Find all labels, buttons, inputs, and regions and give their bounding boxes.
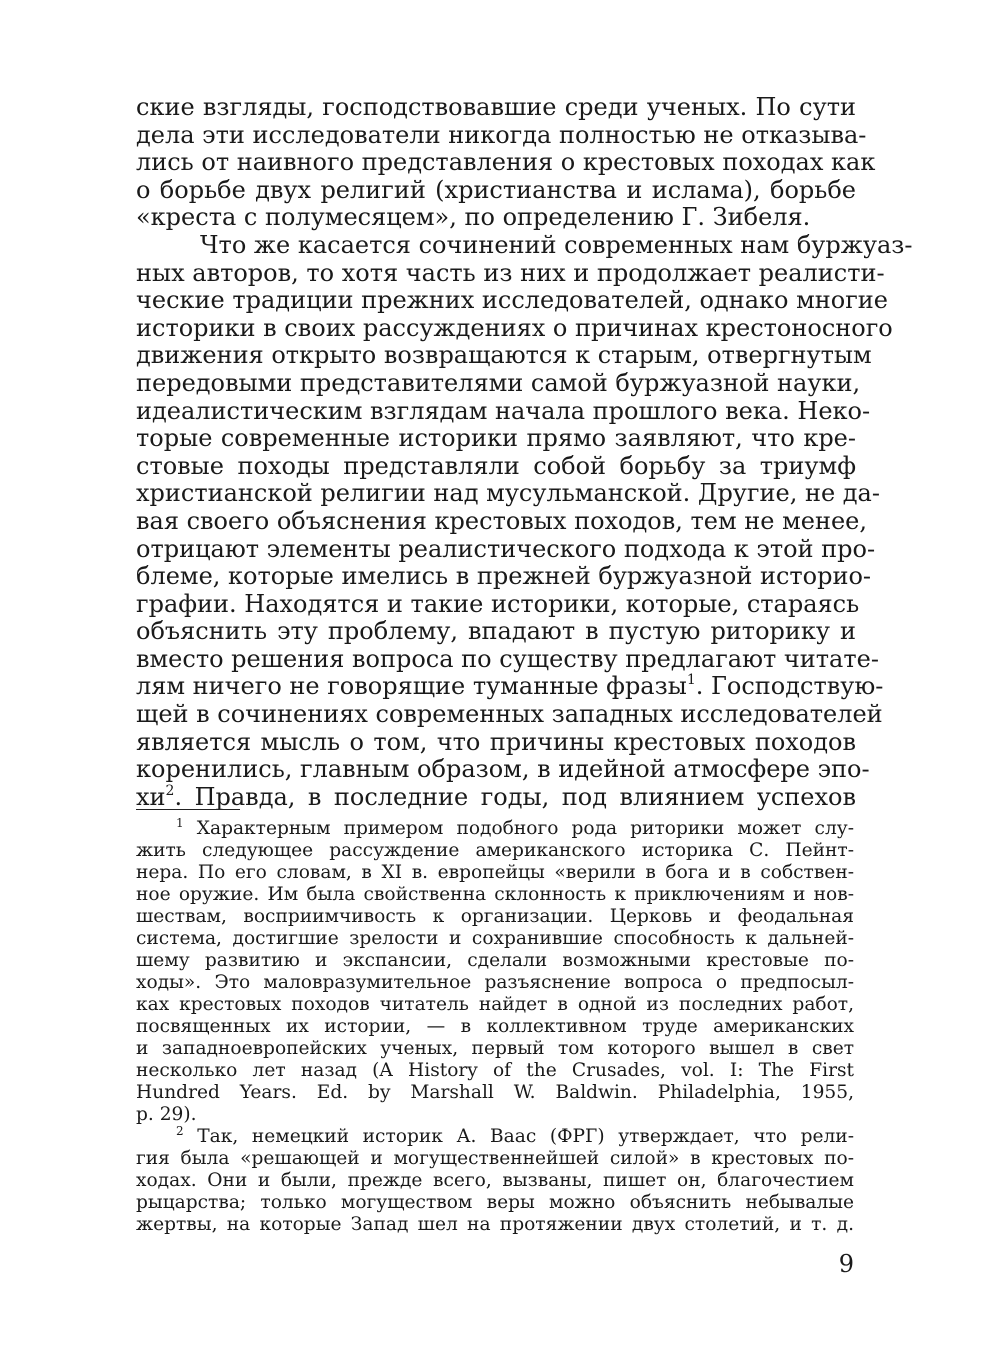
text-line: вая своего объяснения крестовых походов, тем не менее, <box>136 506 868 535</box>
text-line: графии. Находятся и такие историки, которые, стараясь <box>136 589 860 618</box>
text-line: историки в своих рассуждениях о причинах крестоносного <box>136 313 893 342</box>
footnote-line: жертвы, на которые Запад шел на протяжении двух столетий, и т. д. <box>136 1214 854 1235</box>
text-line: стовые походы представляли собой борьбу за триумф <box>136 451 856 480</box>
text-fragment: Характерным примером подобного рода риторики может слу- <box>196 818 854 839</box>
text-fragment: . Правда, в последние годы, под влиянием успехов <box>174 782 856 811</box>
footnote-separator <box>136 809 240 810</box>
footnote-line: ное оружие. Им была свойственна склонность к приключениям и нов- <box>136 884 854 905</box>
footnote-1-mark: 1 <box>176 816 184 830</box>
text-line: объяснить эту проблему, впадают в пустую риторику и <box>136 617 856 646</box>
text-line: блеме, которые имелись в прежней буржуазной историо- <box>136 562 872 591</box>
footnote-line: рыцарства; только могуществом веры можно объяснить небывалые <box>136 1192 854 1213</box>
text-line: ческие традиции прежних исследователей, однако многие <box>136 286 888 315</box>
footnote-line: ках крестовых походов читатель найдет в одной из последних работ, <box>136 994 854 1015</box>
text-fragment: хи <box>136 782 166 811</box>
text-line: щей в сочинениях современных западных исследователей <box>136 700 883 729</box>
text-line: отрицают элементы реалистического подхода к этой про- <box>136 534 876 563</box>
text-line-with-footnote <box>136 784 856 812</box>
text-fragment: лям ничего не говорящие туманные фразы <box>136 672 687 701</box>
footnote-line: ходы». Это маловразумительное разъяснение вопроса о предпосыл- <box>136 972 854 993</box>
footnote-2-line <box>136 1126 854 1148</box>
text-line: вместо решения вопроса по существу предлагают читате- <box>136 644 879 673</box>
text-line: о борьбе двух религий (христианства и ислама), борьбе <box>136 175 856 204</box>
footnote-1-line <box>136 818 854 840</box>
footnote-line: несколько лет назад (A History of the Crusades, vol. I: The First <box>136 1060 854 1081</box>
footnotes <box>136 818 854 1236</box>
main-text <box>136 93 913 811</box>
footnote-line: посвященных их истории, — в коллективном труде американских <box>136 1016 854 1037</box>
footnote-mark-1: 1 <box>686 672 696 689</box>
text-line-paragraph-start: Что же касается сочинений современных нам буржуаз- <box>200 230 913 259</box>
footnote-line: и западноевропейских ученых, первый том которого вышел в свет <box>136 1038 854 1059</box>
footnote-line: система, достигшие зрелости и сохранившие способность к дальней- <box>136 928 854 949</box>
footnote-line: нера. По его словам, в XI в. европейцы «верили в бога и в собствен- <box>136 862 854 883</box>
text-line: коренились, главным образом, в идейной атмосфере эпо- <box>136 755 870 784</box>
text-line: ские взгляды, господствовавшие среди ученых. По сути <box>136 93 856 121</box>
text-line: движения открыто возвращаются к старым, отвергнутым <box>136 341 872 370</box>
footnote-line: гия была «решающей и могущественнейшей силой» в крестовых по- <box>136 1148 854 1169</box>
footnote-mark-2: 2 <box>165 782 175 799</box>
text-line: является мысль о том, что причины крестовых походов <box>136 727 856 756</box>
text-line: христианской религии над мусульманской. Другие, не да- <box>136 479 880 508</box>
footnote-line: Hundred Years. Ed. by Marshall W. Baldwin. Philadelphia, 1955, <box>136 1082 854 1103</box>
footnote-2-mark: 2 <box>176 1124 184 1138</box>
text-line: ных авторов, то хотя часть из них и продолжает реалисти- <box>136 258 885 287</box>
footnote-line: шему развитию и экспансии, сделали возможными крестовые по- <box>136 950 854 971</box>
text-line: дела эти исследователи никогда полностью не отказыва- <box>136 120 867 149</box>
text-line: торые современные историки прямо заявляют, что кре- <box>136 424 856 453</box>
text-line: лись от наивного представления о крестовых походах как <box>136 148 876 177</box>
text-fragment: . Господствую- <box>695 672 884 701</box>
text-line-with-footnote <box>136 672 884 701</box>
footnote-line: шествам, восприимчивость к организации. Церковь и феодальная <box>136 906 854 927</box>
footnote-line: жить следующее рассуждение американского историка С. Пейнт- <box>136 840 854 861</box>
text-fragment: Так, немецкий историк А. Ваас (ФРГ) утверждает, что рели- <box>197 1126 854 1147</box>
text-line: идеалистическим взглядам начала прошлого века. Неко- <box>136 396 871 425</box>
footnote-line: ходах. Они и были, прежде всего, вызваны, пишет он, благочестием <box>136 1170 854 1191</box>
text-line: передовыми представителями самой буржуазной науки, <box>136 368 861 397</box>
footnote-line: p. 29). <box>136 1104 197 1125</box>
page-number: 9 <box>838 1250 854 1278</box>
text-line: «креста с полумесяцем», по определению Г. Зибеля. <box>136 203 811 232</box>
